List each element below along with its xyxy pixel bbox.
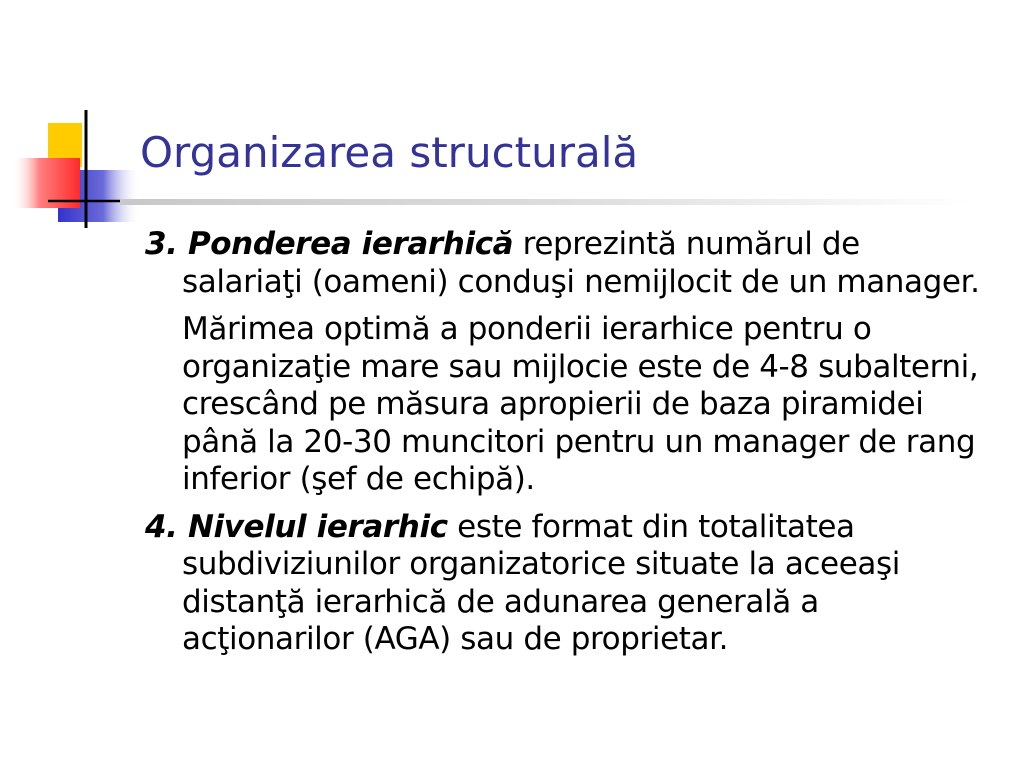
list-item xyxy=(145,226,985,301)
slide-title: Organizarea structurală xyxy=(140,128,639,177)
title-underline xyxy=(120,199,970,205)
item-term: 3. Ponderea ierarhică xyxy=(145,226,514,262)
list-item xyxy=(145,509,985,659)
item-text: Mărimea optimă a ponderii ierarhice pentru o organizaţie mare sau mijlocie este de 4-8 subalterni, crescând pe măsura apropierii de baza piramidei până la 20-30 muncitori pentru un manager de rang inferior (şef de echipă). xyxy=(182,311,979,497)
item-text: reprezintă numărul de salariaţi (oameni) conduşi nemijlocit de un manager. xyxy=(182,226,980,300)
slide-body xyxy=(145,226,985,659)
item-text: este format din totalitatea subdiviziunilor organizatorice situate la aceeaşi distanţă ierarhică de adunarea generală a acţionarilor (AGA) sau de proprietar. xyxy=(182,508,900,657)
item-term: 4. Nivelul ierarhic xyxy=(145,508,448,545)
list-item-continuation xyxy=(145,311,985,499)
